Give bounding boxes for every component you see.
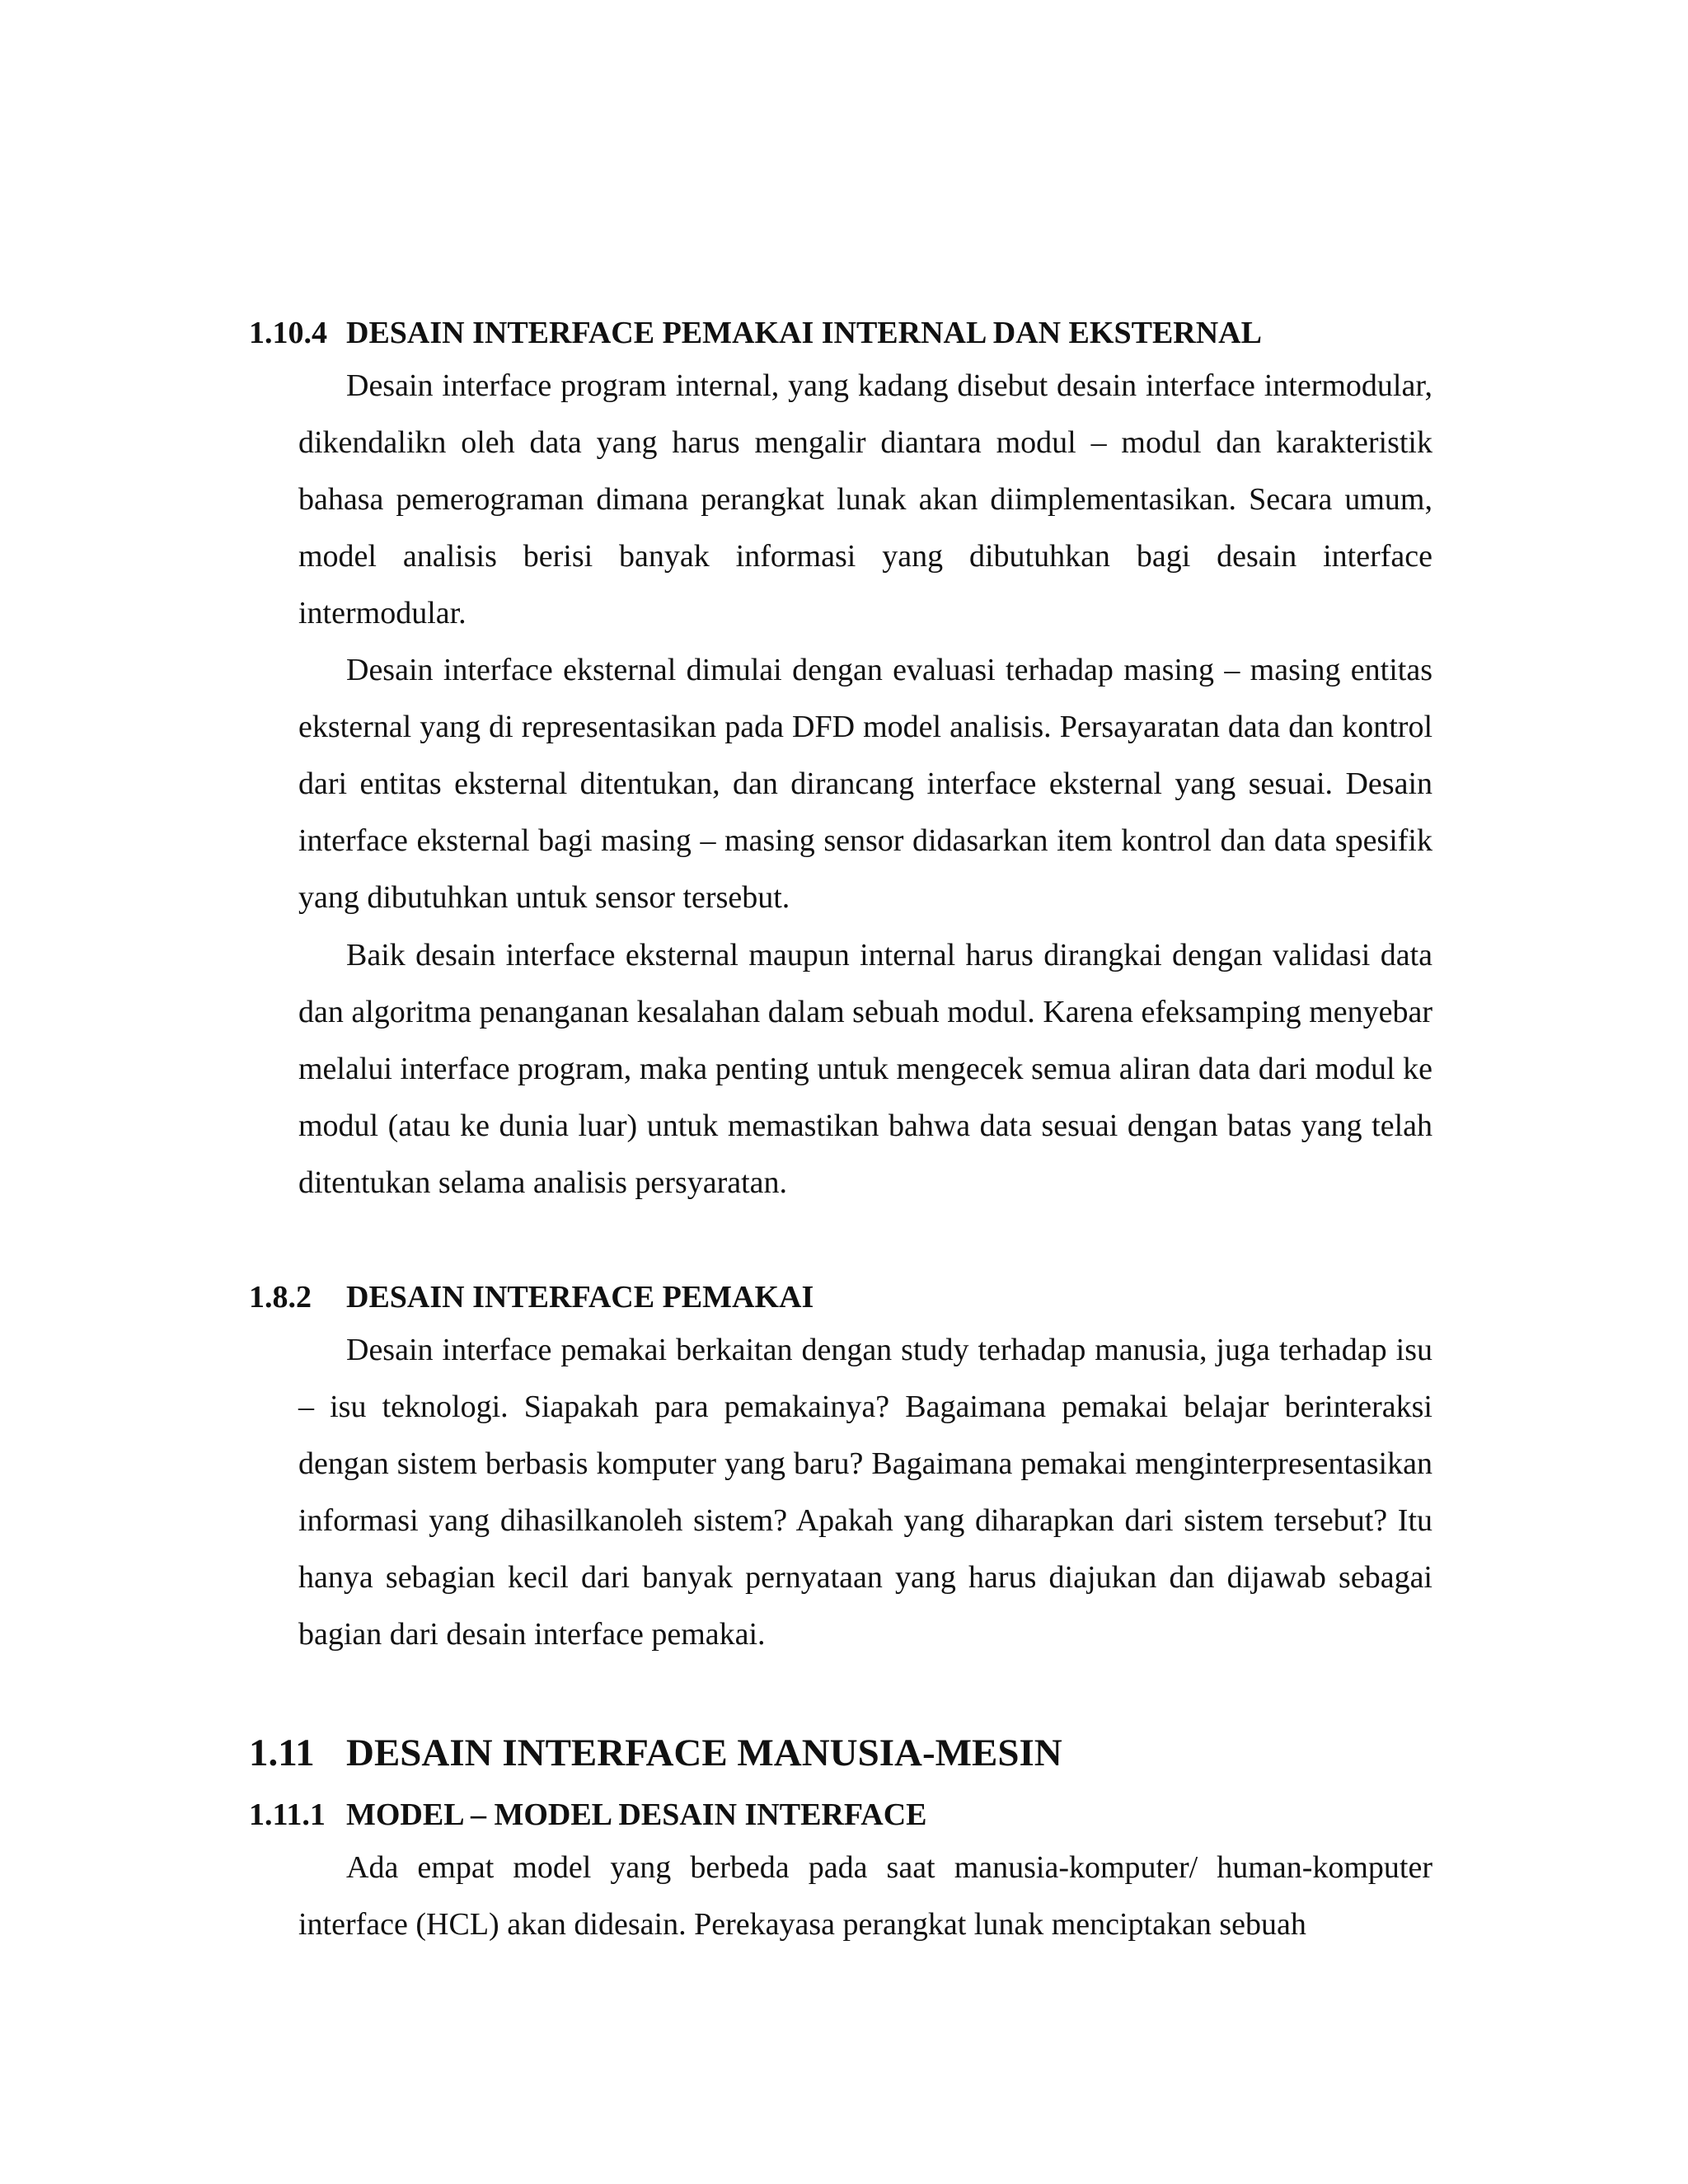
section-number: 1.10.4 <box>249 316 327 350</box>
section-title: DESAIN INTERFACE MANUSIA-MESIN <box>346 1732 1062 1774</box>
section-number: 1.11 <box>249 1732 315 1774</box>
section-heading-1-8-2 <box>249 1279 814 1315</box>
paragraph-internal-interface: Desain interface program internal, yang kadang disebut desain interface intermodular, dikendalikn oleh data yang harus mengalir diantara modul – modul dan karakteristik bahasa pemerograman dimana perangkat lunak akan diimplementasikan. Secara umum, model analisis berisi banyak informasi yang dibutuhkan bagi desain interface intermodular. <box>298 368 1432 630</box>
paragraph-external-interface: Desain interface eksternal dimulai dengan evaluasi terhadap masing – masing entitas eksternal yang di representasikan pada DFD model analisis. Persayaratan data dan kontrol dari entitas eksternal ditentukan, dan dirancang interface eksternal yang sesuai. Desain interface eksternal bagi masing – masing sensor didasarkan item kontrol dan data spesifik yang dibutuhkan untuk sensor tersebut. <box>298 653 1432 915</box>
section-number: 1.11.1 <box>249 1797 326 1832</box>
paragraph-interface-models: Ada empat model yang berbeda pada saat manusia-komputer/ human-komputer interface (HCL) akan didesain. Perekayasa perangkat lunak menciptakan sebuah <box>298 1850 1432 1942</box>
section-heading-1-10-4 <box>249 315 1262 351</box>
section-heading-1-11-1 <box>249 1797 927 1833</box>
chapter-heading-1-11 <box>249 1731 1062 1775</box>
paragraph-user-interface: Desain interface pemakai berkaitan dengan study terhadap manusia, juga terhadap isu – isu teknologi. Siapakah para pemakainya? Bagaimana pemakai belajar berinteraksi dengan sistem berbasis komputer yang baru? Bagaimana pemakai menginterpresentasikan informasi yang dihasilkanoleh sistem? Apakah yang diharapkan dari sistem tersebut? Itu hanya sebagian kecil dari banyak pernyataan yang harus diajukan dan dijawab sebagai bagian dari desain interface pemakai. <box>298 1333 1432 1652</box>
section-number: 1.8.2 <box>249 1280 312 1315</box>
section-title: DESAIN INTERFACE PEMAKAI INTERNAL DAN EKSTERNAL <box>346 316 1262 350</box>
section-title: DESAIN INTERFACE PEMAKAI <box>346 1280 814 1315</box>
paragraph-validation: Baik desain interface eksternal maupun internal harus dirangkai dengan validasi data dan algoritma penanganan kesalahan dalam sebuah modul. Karena efeksamping menyebar melalui interface program, maka penting untuk mengecek semua aliran data dari modul ke modul (atau ke dunia luar) untuk memastikan bahwa data sesuai dengan batas yang telah ditentukan selama analisis persyaratan. <box>298 938 1432 1200</box>
section-title: MODEL – MODEL DESAIN INTERFACE <box>346 1797 927 1832</box>
